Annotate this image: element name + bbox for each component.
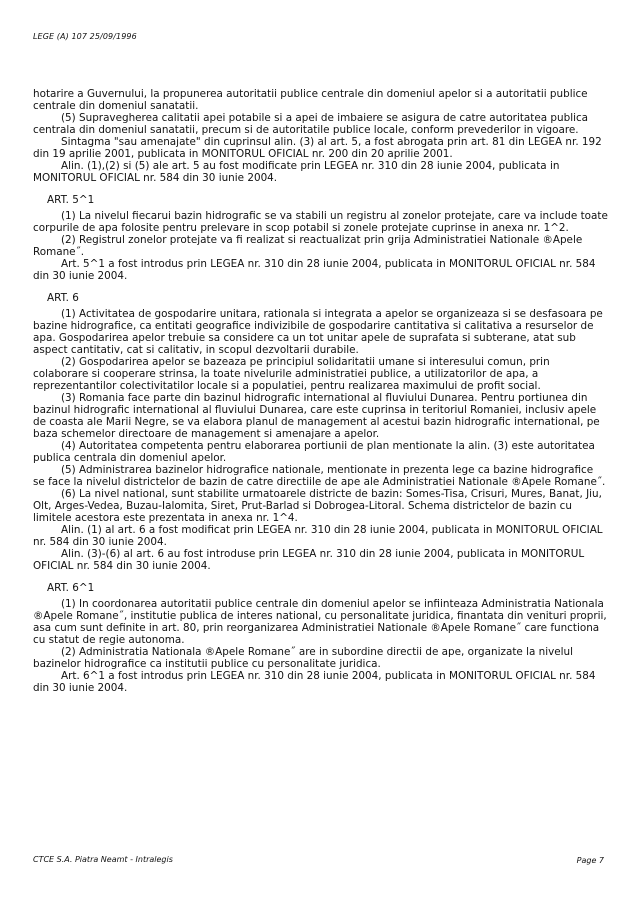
paragraph: (5) Administrarea bazinelor hidrografice nationale, mentionate in prezenta lege ca bazine hidrografice se face la nivelul districtelor de bazin de catre directiile de ape ale Administratiei Nationale ®Apele Romane˝. bbox=[33, 464, 606, 488]
paragraph: (2) Gospodarirea apelor se bazeaza pe principiul solidaritatii umane si interesului comun, prin colaborare si cooperare strinsa, la toate nivelurile administratiei publice, a utilizatorilor de apa, a reprezentantilor colectivitatilor locale si a populatiei, pentru realizarea maximului de profit social. bbox=[33, 356, 550, 392]
paragraph: (2) Registrul zonelor protejate va fi realizat si reactualizat prin grija Administratiei Nationale ®Apele Romane˝. bbox=[33, 234, 583, 258]
paragraph: (4) Autoritatea competenta pentru elaborarea portiunii de plan mentionate la alin. (3) este autoritatea publica centrala din domeniul apelor. bbox=[33, 440, 595, 464]
paragraph: (1) La nivelul fiecarui bazin hidrografic se va stabili un registru al zonelor protejate, care va include toate corpurile de apa folosite pentru prelevare in scop potabil si zonele protejate cuprinse in anexa nr. 1^2. bbox=[33, 210, 608, 234]
paragraph: Alin. (1) al art. 6 a fost modificat prin LEGEA nr. 310 din 28 iunie 2004, publicata in MONITORUL OFICIAL nr. 584 din 30 iunie 2004. bbox=[33, 524, 603, 548]
paragraph: (1) In coordonarea autoritatii publice centrale din domeniul apelor se infiinteaza Administratia Nationala ®Apele Romane˝, institutie publica de interes national, cu personalitate juridica, finantata din venituri proprii, asa cum sunt definite in art. 80, prin reorganizarea Administratiei Nationale ®Apele Romane˝ care functiona cu statut de regie autonoma. bbox=[33, 598, 607, 646]
page-number: Page 7 bbox=[576, 856, 604, 865]
footer-source: CTCE S.A. Piatra Neamt - Intralegis bbox=[33, 855, 173, 864]
paragraph: (3) Romania face parte din bazinul hidrografic international al fluviului Dunarea. Pentru portiunea din bazinul hidrografic international al fluviului Dunarea, care este cuprinsa in teritoriul Romaniei, inclusiv apele de coasta ale Marii Negre, se va elabora planul de management al acestui bazin hidrografic international, pe baza schemelor directoare de management si amenajare a apelor. bbox=[33, 392, 600, 440]
paragraph: (2) Administratia Nationala ®Apele Romane˝ are in subordine directii de ape, organizate la nivelul bazinelor hidrografice ca institutii publice cu personalitate juridica. bbox=[33, 646, 574, 670]
paragraph: Art. 5^1 a fost introdus prin LEGEA nr. 310 din 28 iunie 2004, publicata in MONITORUL OFICIAL nr. 584 din 30 iunie 2004. bbox=[33, 258, 596, 282]
paragraph: (5) Supravegherea calitatii apei potabile si a apei de imbaiere se asigura de catre autoritatea publica centrala din domeniul sanatatii, precum si de autoritatile publice locale, conform prevederilor in vigoare. bbox=[33, 112, 589, 136]
document-header: LEGE (A) 107 25/09/1996 bbox=[33, 32, 137, 41]
paragraph: Alin. (3)-(6) al art. 6 au fost introduse prin LEGEA nr. 310 din 28 iunie 2004, publicata in MONITORUL OFICIAL nr. 584 din 30 iunie 2004. bbox=[33, 548, 585, 572]
paragraph: Alin. (1),(2) si (5) ale art. 5 au fost modificate prin LEGEA nr. 310 din 28 iunie 2004, publicata in MONITORUL OFICIAL nr. 584 din 30 iunie 2004. bbox=[33, 160, 560, 184]
paragraph: Sintagma "sau amenajate" din cuprinsul alin. (3) al art. 5, a fost abrogata prin art. 81 din LEGEA nr. 192 din 19 aprilie 2001, publicata in MONITORUL OFICIAL nr. 200 din 20 aprilie 2001. bbox=[33, 136, 602, 160]
article-heading: ART. 6 bbox=[47, 292, 79, 304]
paragraph: (6) La nivel national, sunt stabilite urmatoarele districte de bazin: Somes-Tisa, Crisuri, Mures, Banat, Jiu, Olt, Arges-Vedea, Buzau-Ialomita, Siret, Prut-Barlad si Dobrogea-Litoral. Schema districtelor de bazin cu limitele acestora este prezentata in anexa nr. 1^4. bbox=[33, 488, 602, 524]
article-heading: ART. 6^1 bbox=[47, 582, 95, 594]
paragraph: (1) Activitatea de gospodarire unitara, rationala si integrata a apelor se organizeaza si se desfasoara pe bazine hidrografice, ca entitati geografice indivizibile de gospodarire cantitativa si calitativa a resurselor de apa. Gospodarirea apelor trebuie sa considere ca un tot unitar apele de suprafata si subterane, atat sub aspect cantitativ, cat si calitativ, in scopul dezvoltarii durabile. bbox=[33, 308, 603, 356]
paragraph: Art. 6^1 a fost introdus prin LEGEA nr. 310 din 28 iunie 2004, publicata in MONITORUL OFICIAL nr. 584 din 30 iunie 2004. bbox=[33, 670, 596, 694]
paragraph: hotarire a Guvernului, la propunerea autoritatii publice centrale din domeniul apelor si a autoritatii publice centrale din domeniul sanatatii. bbox=[33, 88, 588, 112]
article-heading: ART. 5^1 bbox=[47, 194, 95, 206]
document-body bbox=[33, 88, 608, 694]
